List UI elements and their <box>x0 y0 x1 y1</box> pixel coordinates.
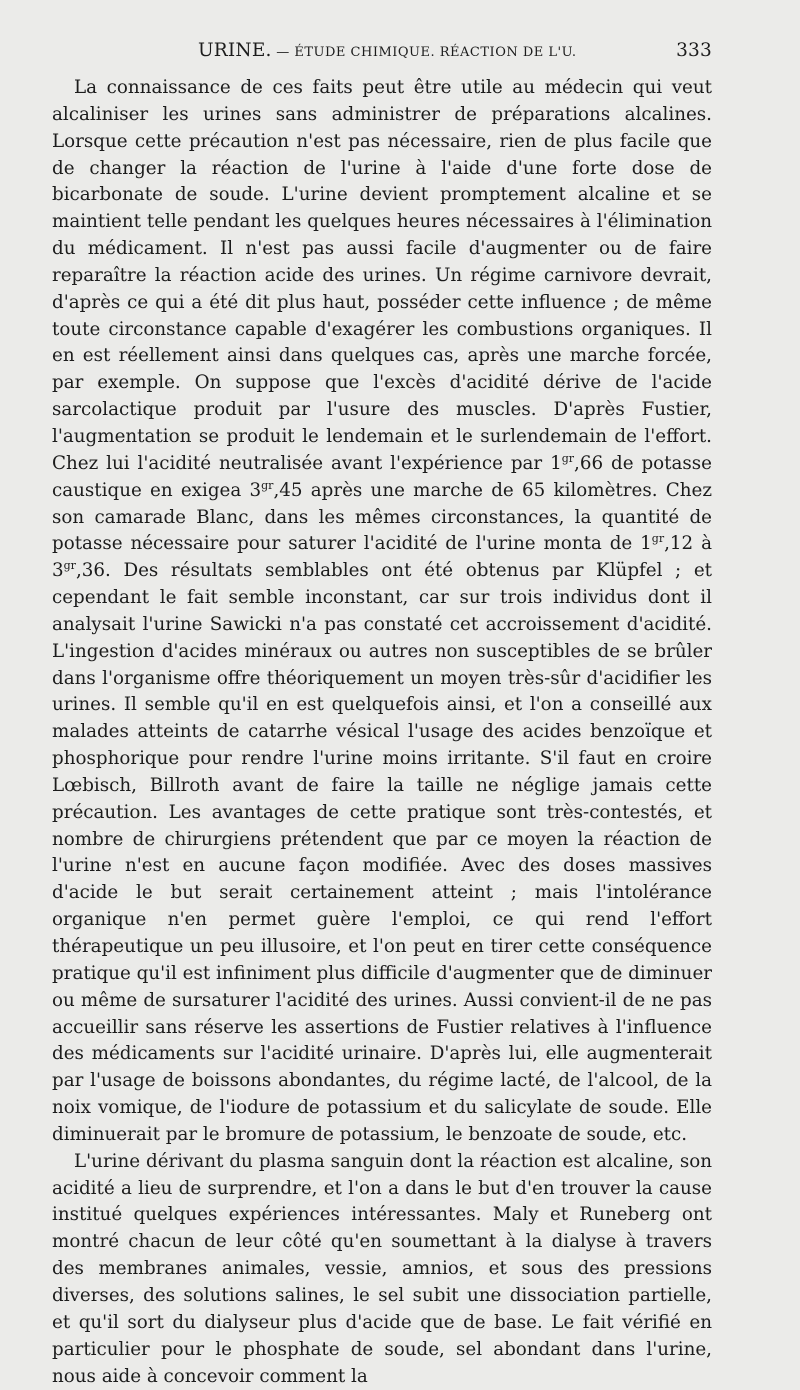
running-head-main: URINE. <box>198 40 272 61</box>
unit-gram-4: gr <box>63 559 76 573</box>
unit-gram-3: gr <box>651 532 665 546</box>
running-header <box>52 40 712 70</box>
paragraph-1 <box>52 75 712 1149</box>
paragraph-2: L'urine dérivant du plasma sanguin dont la réaction est alcaline, son acidité a lieu de surprendre, et l'on a dans le but d'en trouver la cause institué quelques expériences intéressantes. Maly et Runeberg ont montré chacun de leur côté qu'en soumettant à la dialyse à travers des membranes animales, vessie, amnios, et sous des pressions diverses, des solutions salines, le sel subit une dissociation partielle, et qu'il sort du dialyseur plus d'acide que de base. Le fait vérifié en particulier pour le phosphate de soude, sel abondant dans l'urine, nous aide à concevoir comment la <box>52 1150 712 1387</box>
page-number: 333 <box>676 40 712 61</box>
running-head-subtitle: — ÉTUDE CHIMIQUE. RÉACTION DE L'U. <box>271 45 577 60</box>
running-head <box>198 40 577 61</box>
paragraph-1-text-a: La connaissance de ces faits peut être utile au médecin qui veut alcaliniser les urines sans administrer de préparations alcalines. Lorsque cette précaution n'est pas nécessaire, rien de plus facile que de changer la réaction de l'urine à l'aide d'une forte dose de bicarbonate de soude. L'urine devient promptement alcaline et se maintient telle pendant les quelques heures nécessaires à l'élimination du médicament. Il n'est pas aussi facile d'augmenter ou de faire reparaître la réaction acide des urines. Un régime carnivore devrait, d'après ce qui a été dit plus haut, posséder cette influence ; de même toute circonstance capable d'exagérer les combustions organiques. Il en est réellement ainsi dans quelques cas, après une marche forcée, par exemple. On suppose que l'excès d'acidité dérive de l'acide sarcolactique produit par l'usure des muscles. D'après Fustier, l'augmentation se produit le lendemain et le surlendemain de l'effort. Chez lui l'acidité neutralisée avant l'expérience par 1 <box>52 77 712 474</box>
paragraph-1-text-c: ,45 après une marche de 65 kilomètres. Chez son camarade Blanc, dans les mêmes circonstances, la quantité de potasse nécessaire pour saturer l'acidité de l'urine monta de 1 <box>52 479 712 555</box>
paragraph-1-text-d: ,12 à 3 <box>52 533 712 582</box>
paragraph-1-text-e: ,36. Des résultats semblables ont été obtenus par Klüpfel ; et cependant le fait semble inconstant, car sur trois individus dont il analysait l'urine Sawicki n'a pas constaté cet accroissement d'acidité. L'ingestion d'acides minéraux ou autres non susceptibles de se brûler dans l'organisme offre théoriquement un moyen très-sûr d'acidifier les urines. Il semble qu'il en est quelquefois ainsi, et l'on a conseillé aux malades atteints de catarrhe vésical l'usage des acides benzoïque et phosphorique pour rendre l'urine moins irritante. S'il faut en croire Lœbisch, Billroth avant de faire la taille ne néglige jamais cette précaution. Les avantages de cette pratique sont très-contestés, et nombre de chirurgiens prétendent que par ce moyen la réaction de l'urine n'est en aucune façon modifiée. Avec des doses massives d'acide le but serait certainement atteint ; mais l'intolérance organique n'en permet guère l'emploi, ce qui rend l'effort thérapeutique un peu illusoire, et l'on peut en tirer cette conséquence pratique qu'il est infiniment plus difficile d'augmenter que de diminuer ou même de sursaturer l'acidité des urines. Aussi convient-il de ne pas accueillir sans réserve les assertions de Fustier relatives à l'influence des médicaments sur l'acidité urinaire. D'après lui, elle augmenterait par l'usage de boissons abondantes, du régime lacté, de l'alcool, de la noix vomique, de l'iodure de potassium et du salicylate de soude. Elle diminuerait par le bromure de potassium, le benzoate de soude, etc. <box>52 560 713 1145</box>
paragraph-1-text-b: ,66 de potasse caustique en exigea 3 <box>52 452 712 501</box>
body-text <box>52 75 712 1390</box>
unit-gram-2: gr <box>261 478 274 492</box>
unit-gram-1: gr <box>561 451 575 465</box>
